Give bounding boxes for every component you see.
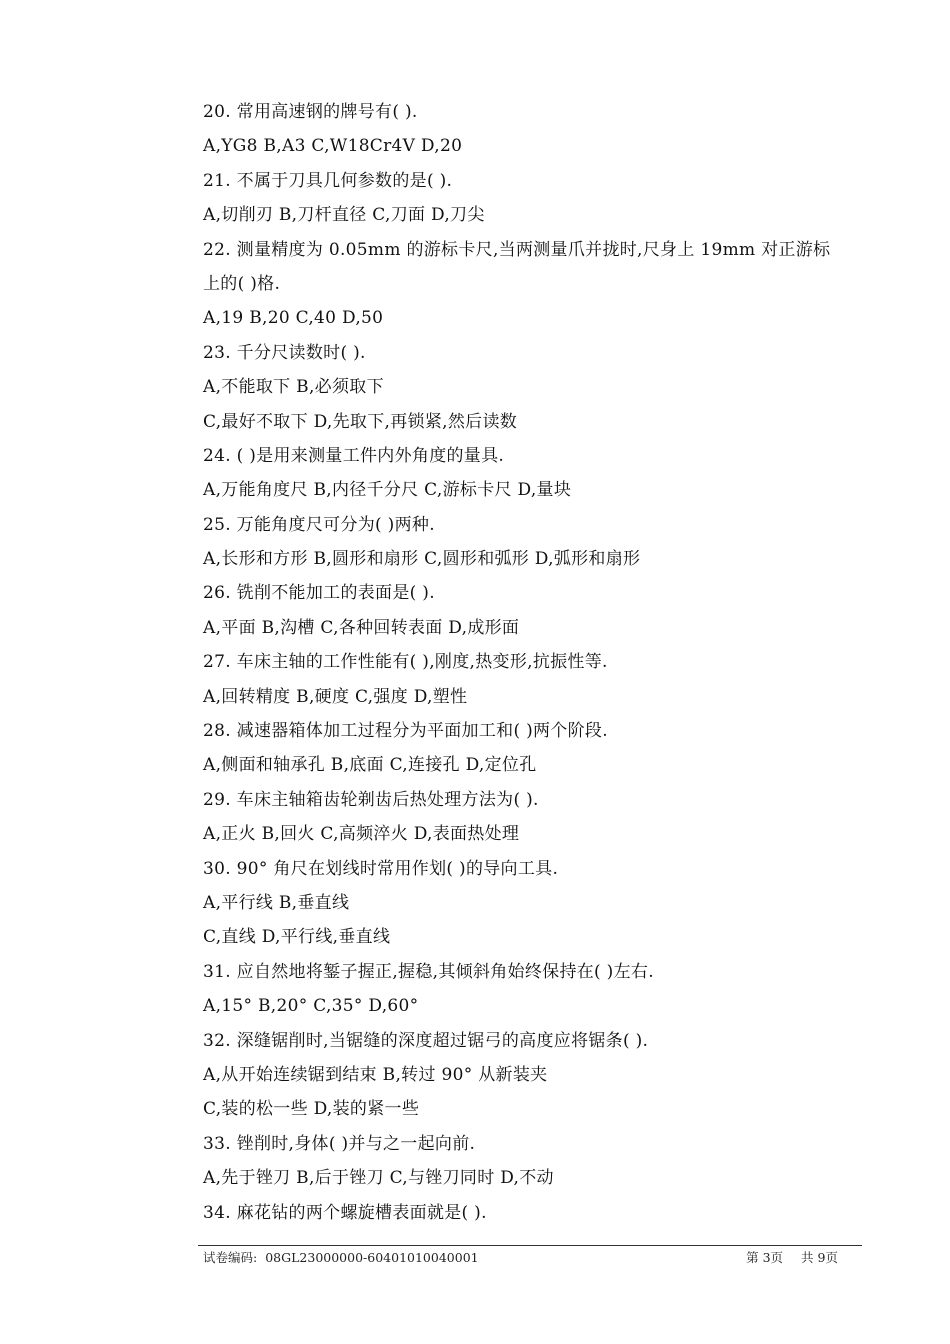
question-21: 21. 不属于刀具几何参数的是( ). — [203, 170, 453, 191]
options-31: A,15° B,20° C,35° D,60° — [203, 996, 419, 1017]
question-30: 30. 90° 角尺在划线时常用作划( )的导向工具. — [203, 858, 559, 879]
options-23-line-2: C,最好不取下 D,先取下,再锁紧,然后读数 — [203, 411, 518, 432]
options-32-line-2: C,装的松一些 D,装的紧一些 — [203, 1099, 420, 1120]
page-total: 9 — [817, 1250, 826, 1265]
question-31: 31. 应自然地将錾子握正,握稳,其倾斜角始终保持在( )左右. — [203, 961, 654, 982]
question-23: 23. 千分尺读数时( ). — [203, 342, 366, 363]
total-suffix: 页 — [825, 1250, 838, 1265]
question-27: 27. 车床主轴的工作性能有( ),刚度,热变形,抗振性等. — [203, 652, 608, 673]
options-32-line-1: A,从开始连续锯到结束 B,转过 90° 从新装夹 — [203, 1064, 548, 1085]
question-25: 25. 万能角度尺可分为( )两种. — [203, 514, 435, 535]
question-32: 32. 深缝锯削时,当锯缝的深度超过锯弓的高度应将锯条( ). — [203, 1030, 649, 1051]
question-22-continued: 上的( )格. — [203, 273, 281, 294]
page-current: 3 — [762, 1250, 771, 1265]
options-28: A,侧面和轴承孔 B,底面 C,连接孔 D,定位孔 — [203, 755, 537, 776]
options-21: A,切削刃 B,刀杆直径 C,刀面 D,刀尖 — [203, 205, 485, 226]
options-25: A,长形和方形 B,圆形和扇形 C,圆形和弧形 D,弧形和扇形 — [203, 549, 641, 570]
exam-code-value: 08GL23000000-60401010040001 — [265, 1250, 479, 1265]
question-list — [203, 95, 868, 1230]
options-30-line-2: C,直线 D,平行线,垂直线 — [203, 927, 391, 948]
page-footer — [203, 1248, 862, 1268]
options-27: A,回转精度 B,硬度 C,强度 D,塑性 — [203, 686, 468, 707]
question-26: 26. 铣削不能加工的表面是( ). — [203, 583, 435, 604]
page-number — [746, 1248, 838, 1268]
options-30-line-1: A,平行线 B,垂直线 — [203, 892, 350, 913]
question-29: 29. 车床主轴箱齿轮剃齿后热处理方法为( ). — [203, 789, 539, 810]
question-28: 28. 减速器箱体加工过程分为平面加工和( )两个阶段. — [203, 721, 608, 742]
footer-divider — [198, 1245, 862, 1246]
question-24: 24. ( )是用来测量工件内外角度的量具. — [203, 445, 505, 466]
options-33: A,先于锉刀 B,后于锉刀 C,与锉刀同时 D,不动 — [203, 1168, 554, 1189]
exam-code-label: 试卷编码: — [203, 1250, 258, 1265]
question-33: 33. 锉削时,身体( )并与之一起向前. — [203, 1133, 476, 1154]
options-29: A,正火 B,回火 C,高频淬火 D,表面热处理 — [203, 824, 520, 845]
exam-code — [203, 1248, 479, 1268]
total-prefix: 共 — [801, 1250, 814, 1265]
question-34: 34. 麻花钻的两个螺旋槽表面就是( ). — [203, 1202, 487, 1223]
options-20: A,YG8 B,A3 C,W18Cr4V D,20 — [203, 136, 463, 157]
options-22: A,19 B,20 C,40 D,50 — [203, 308, 384, 329]
question-22: 22. 测量精度为 0.05mm 的游标卡尺,当两测量爪并拢时,尺身上 19mm 对正游标 — [203, 239, 831, 260]
options-24: A,万能角度尺 B,内径千分尺 C,游标卡尺 D,量块 — [203, 480, 572, 501]
question-20: 20. 常用高速钢的牌号有( ). — [203, 102, 418, 122]
options-23-line-1: A,不能取下 B,必须取下 — [203, 377, 384, 398]
options-26: A,平面 B,沟槽 C,各种回转表面 D,成形面 — [203, 617, 520, 638]
page-current-suffix: 页 — [770, 1250, 784, 1265]
page-prefix: 第 — [746, 1250, 759, 1265]
